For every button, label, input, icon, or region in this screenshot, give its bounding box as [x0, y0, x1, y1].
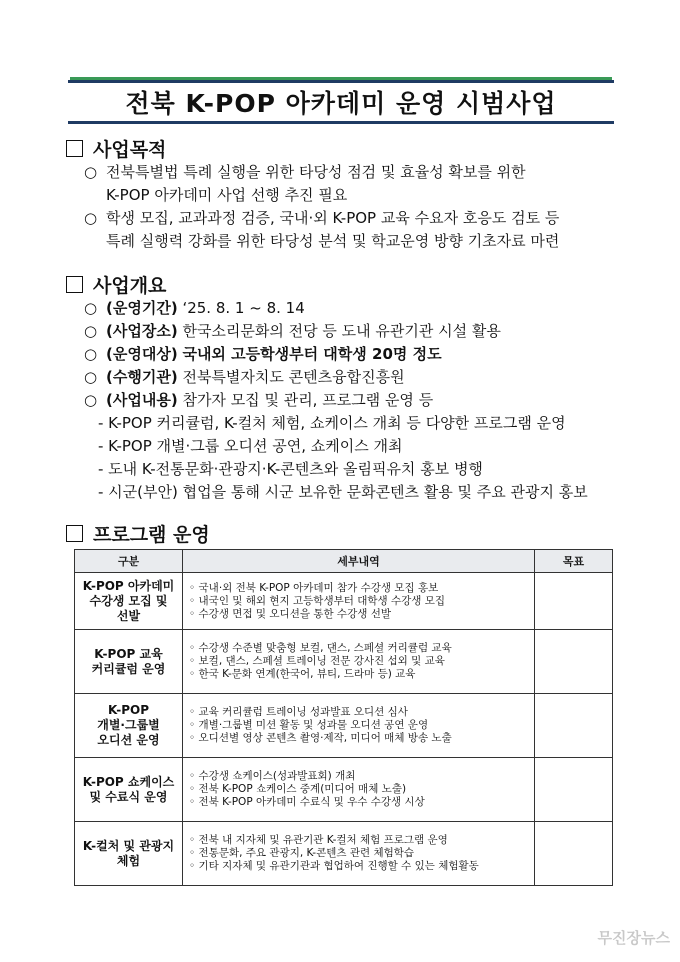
- table-header-row: [75, 550, 613, 573]
- category-line: 오디션 운영: [97, 733, 160, 747]
- table-row: [75, 694, 613, 758]
- detail-cell: [183, 758, 535, 822]
- checkbox-square-icon: [66, 525, 83, 542]
- goal-cell: [535, 573, 613, 630]
- category-line: 수강생 모집 및: [89, 593, 168, 608]
- overview-item-target: [84, 344, 442, 364]
- detail-cell: [183, 573, 535, 630]
- detail-line: ◦ 보컬, 댄스, 스페셜 트레이닝 전문 강사진 섭외 및 교육: [189, 655, 445, 667]
- overview-value: 참가자 모집 및 관리, 프로그램 운영 등: [182, 391, 434, 409]
- circle-bullet-icon: ○: [84, 299, 98, 317]
- purpose-item-2-text-1: 학생 모집, 교과과정 검증, 국내·외 K-POP 교육 수요자 호응도 검토 등: [106, 209, 560, 227]
- overview-value: 한국소리문화의 전당 등 도내 유관기관 시설 활용: [182, 322, 501, 340]
- overview-item-place: [84, 321, 501, 341]
- program-table: [74, 549, 613, 886]
- overview-value: ‘25. 8. 1 ~ 8. 14: [182, 299, 305, 317]
- overview-item-agency: [84, 367, 405, 387]
- detail-line: ◦ 수강생 쇼케이스(성과발표회) 개최: [189, 770, 356, 782]
- section-heading-overview: [66, 271, 166, 298]
- overview-label: (사업내용): [106, 391, 178, 409]
- overview-label: (수행기관): [106, 368, 178, 386]
- overview-subitem: - 시군(부안) 협업을 통해 시군 보유한 문화콘텐츠 활용 및 주요 관광지 홍보: [98, 483, 588, 501]
- category-line: K-POP 교육: [94, 646, 163, 661]
- column-header: 세부내역: [183, 550, 535, 573]
- detail-line: ◦ 교육 커리큘럼 트레이닝 성과발표 오디션 심사: [189, 706, 408, 718]
- section-heading-program-label: 프로그램 운영: [93, 524, 210, 546]
- detail-line: ◦ 수강생 면접 및 오디션을 통한 수강생 선발: [189, 607, 391, 620]
- column-header: 목표: [535, 550, 613, 573]
- category-line: K-POP: [107, 703, 150, 717]
- detail-line: ◦ 내국인 및 해외 현지 고등학생부터 대학생 수강생 모집: [189, 594, 446, 607]
- circle-bullet-icon: ○: [84, 368, 98, 386]
- purpose-item-1-line-1: [84, 162, 526, 182]
- goal-cell: [535, 630, 613, 694]
- purpose-item-1-text-1: 전북특별법 특례 실행을 위한 타당성 점검 및 효율성 확보를 위한: [106, 163, 526, 181]
- detail-cell: [183, 694, 535, 758]
- circle-bullet-icon: ○: [84, 391, 98, 409]
- goal-cell: [535, 758, 613, 822]
- detail-cell: [183, 822, 535, 886]
- detail-line: ◦ 개별·그룹별 미션 활동 및 성과물 오디션 공연 운영: [189, 719, 429, 731]
- category-line: 및 수료식 운영: [89, 789, 168, 804]
- table-row: [75, 758, 613, 822]
- category-line: 개별·그룹별: [97, 718, 160, 732]
- watermark-logo: 무진장뉴스: [597, 929, 670, 947]
- category-cell: [75, 822, 183, 886]
- category-line: 커리큘럼 운영: [91, 661, 166, 676]
- purpose-item-2-line-1: [84, 208, 559, 228]
- purpose-item-1-line-2: K-POP 아카데미 사업 선행 추진 필요: [106, 186, 348, 204]
- category-line: K-컬처 및 관광지: [82, 838, 175, 853]
- table-row: [75, 630, 613, 694]
- document-title: 전북 K-POP 아카데미 운영 시범사업: [68, 80, 614, 124]
- section-heading-program: [66, 520, 210, 547]
- detail-line: ◦ 수강생 수준별 맞춤형 보컬, 댄스, 스페셜 커리큘럼 교육: [189, 642, 452, 654]
- category-line: K-POP 쇼케이스: [82, 774, 175, 789]
- category-line: K-POP 아카데미: [82, 578, 175, 593]
- overview-value: 전북특별자치도 콘텐츠융합진흥원: [182, 368, 405, 386]
- detail-line: ◦ 전북 K-POP 아카데미 수료식 및 우수 수강생 시상: [189, 796, 425, 808]
- overview-item-content: [84, 390, 433, 410]
- detail-line: ◦ 오디션별 영상 콘텐츠 촬영·제작, 미디어 매체 방송 노출: [189, 732, 452, 744]
- overview-label: (운영대상): [106, 345, 178, 363]
- detail-cell: [183, 630, 535, 694]
- detail-line: ◦ 기타 지자체 및 유관기관과 협업하여 진행할 수 있는 체험활동: [189, 860, 479, 872]
- detail-line: ◦ 전북 K-POP 쇼케이스 중계(미디어 매체 노출): [189, 783, 407, 795]
- category-cell: [75, 573, 183, 630]
- circle-bullet-icon: ○: [84, 209, 98, 227]
- purpose-item-2-line-2: 특례 실행력 강화를 위한 타당성 분석 및 학교운영 방향 기초자료 마련: [106, 232, 560, 250]
- goal-cell: [535, 822, 613, 886]
- table-row: [75, 822, 613, 886]
- section-heading-purpose: [66, 135, 166, 162]
- overview-subitem: - 도내 K-전통문화·관광지·K-콘텐츠와 올림픽유치 홍보 병행: [98, 460, 483, 478]
- category-line: 체험: [116, 853, 141, 868]
- overview-subitem: - K-POP 개별·그룹 오디션 공연, 쇼케이스 개최: [98, 437, 403, 455]
- checkbox-square-icon: [66, 276, 83, 293]
- checkbox-square-icon: [66, 140, 83, 157]
- detail-line: ◦ 전북 내 지자체 및 유관기관 K-컬처 체험 프로그램 운영: [189, 834, 448, 846]
- column-header: 구분: [75, 550, 183, 573]
- category-cell: [75, 694, 183, 758]
- overview-label: (운영기간): [106, 299, 178, 317]
- overview-value: 국내외 고등학생부터 대학생 20명 정도: [182, 345, 442, 363]
- detail-line: ◦ 국내·외 전북 K-POP 아카데미 참가 수강생 모집 홍보: [189, 581, 439, 594]
- category-line: 선발: [116, 608, 141, 623]
- table-row: [75, 573, 613, 630]
- overview-item-period: [84, 298, 305, 318]
- circle-bullet-icon: ○: [84, 322, 98, 340]
- circle-bullet-icon: ○: [84, 345, 98, 363]
- overview-subitem: - K-POP 커리큘럼, K-컬처 체험, 쇼케이스 개최 등 다양한 프로그램 운영: [98, 414, 566, 432]
- detail-line: ◦ 전통문화, 주요 관광지, K-콘텐츠 관련 체험학습: [189, 847, 415, 859]
- category-cell: [75, 630, 183, 694]
- circle-bullet-icon: ○: [84, 163, 98, 181]
- section-heading-overview-label: 사업개요: [93, 275, 167, 297]
- section-heading-purpose-label: 사업목적: [93, 139, 167, 161]
- category-cell: [75, 758, 183, 822]
- goal-cell: [535, 694, 613, 758]
- detail-line: ◦ 한국 K-문화 연계(한국어, 뷰티, 드라마 등) 교육: [189, 668, 416, 680]
- overview-label: (사업장소): [106, 322, 178, 340]
